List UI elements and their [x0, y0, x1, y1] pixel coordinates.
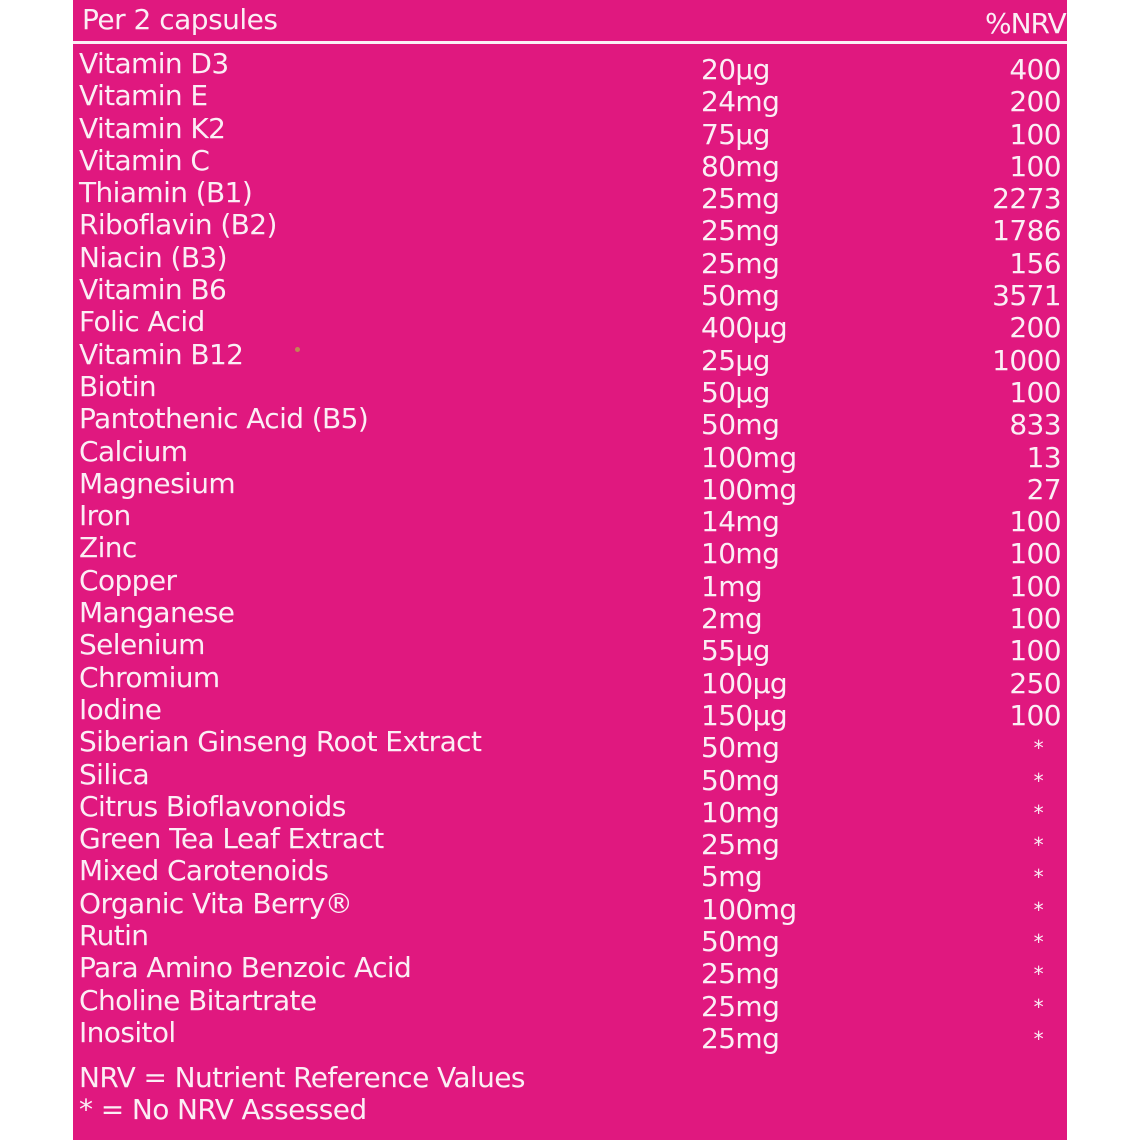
nutrient-name: Magnesium — [79, 466, 236, 500]
serving-size-heading: Per 2 capsules — [82, 3, 278, 36]
nutrient-nrv-percent: * — [1033, 833, 1043, 858]
nutrient-amount: 25µg — [701, 343, 770, 377]
table-row — [73, 273, 1067, 313]
nutrient-nrv-percent: 200 — [1009, 311, 1061, 345]
nutrient-nrv-percent: 1000 — [992, 343, 1061, 377]
nutrient-amount: 50mg — [701, 408, 780, 442]
nutrient-name: Vitamin B12 — [79, 337, 244, 371]
nutrient-amount: 2mg — [701, 602, 763, 636]
table-row — [73, 466, 1067, 506]
nutrient-nrv-percent: 400 — [1009, 53, 1061, 86]
nutrient-nrv-percent: 100 — [1009, 634, 1061, 668]
star-definition-note: * = No NRV Assessed — [79, 1093, 367, 1126]
nutrient-name: Selenium — [79, 628, 205, 662]
table-row — [73, 886, 1067, 926]
table-row — [73, 79, 1067, 119]
nutrient-amount: 25mg — [701, 828, 780, 862]
nutrient-amount: 55µg — [701, 634, 770, 668]
nutrient-table — [73, 47, 1067, 1055]
nutrient-amount: 25mg — [701, 957, 780, 991]
nutrient-nrv-percent: * — [1033, 897, 1043, 922]
nutrient-name: Zinc — [79, 531, 137, 565]
nutrient-amount: 20µg — [701, 53, 770, 86]
nutrient-nrv-percent: * — [1033, 930, 1043, 955]
nutrient-amount: 1mg — [701, 569, 763, 603]
table-row — [73, 176, 1067, 216]
nutrient-name: Vitamin K2 — [79, 111, 226, 145]
nutrient-name: Chromium — [79, 660, 220, 694]
table-row — [73, 822, 1067, 862]
nutrient-name: Thiamin (B1) — [79, 176, 253, 210]
nutrient-name: Folic Acid — [79, 305, 205, 339]
nutrient-nrv-percent: 100 — [1009, 117, 1061, 151]
table-row — [73, 47, 1067, 86]
nutrient-amount: 400µg — [701, 311, 788, 345]
nutrient-nrv-percent: 200 — [1009, 85, 1061, 119]
nutrient-nrv-percent: * — [1033, 994, 1043, 1019]
table-row — [73, 660, 1067, 700]
table-row — [73, 208, 1067, 248]
nutrient-nrv-percent: * — [1033, 962, 1043, 987]
nutrient-nrv-percent: 100 — [1009, 149, 1061, 183]
nutrient-name: Siberian Ginseng Root Extract — [79, 725, 482, 759]
nutrient-name: Copper — [79, 563, 177, 597]
nutrient-name: Organic Vita Berry® — [79, 886, 353, 920]
table-row — [73, 757, 1067, 797]
table-row — [73, 789, 1067, 829]
nutrient-nrv-percent: 156 — [1009, 246, 1061, 280]
table-header — [73, 0, 1067, 40]
nutrient-nrv-percent: * — [1033, 768, 1043, 793]
nutrient-name: Silica — [79, 757, 150, 791]
nutrient-nrv-percent: 13 — [1026, 440, 1061, 474]
table-row — [73, 143, 1067, 183]
nutrient-nrv-percent: * — [1033, 736, 1043, 761]
table-row — [73, 402, 1067, 442]
nutrient-name: Vitamin D3 — [79, 47, 229, 80]
print-speck — [295, 347, 300, 352]
table-row — [73, 240, 1067, 280]
nutrient-nrv-percent: 100 — [1009, 602, 1061, 636]
nutrient-amount: 75µg — [701, 117, 770, 151]
nutrient-amount: 25mg — [701, 989, 780, 1023]
nutrient-amount: 100µg — [701, 666, 788, 700]
nutrient-amount: 50mg — [701, 925, 780, 959]
nutrient-amount: 50µg — [701, 375, 770, 409]
table-row — [73, 499, 1067, 539]
nutrient-name: Mixed Carotenoids — [79, 854, 329, 888]
nutrient-name: Green Tea Leaf Extract — [79, 822, 384, 856]
table-row — [73, 563, 1067, 603]
nutrient-amount: 24mg — [701, 85, 780, 119]
table-row — [73, 854, 1067, 894]
footnotes — [79, 1062, 525, 1126]
nutrient-name: Vitamin B6 — [79, 273, 227, 307]
nutrient-amount: 50mg — [701, 279, 780, 313]
nutrient-nrv-percent: 100 — [1009, 505, 1061, 539]
nutrient-name: Vitamin E — [79, 79, 208, 113]
nutrient-nrv-percent: 833 — [1009, 408, 1061, 442]
nutrient-amount: 25mg — [701, 1021, 780, 1055]
nutrient-nrv-percent: 100 — [1009, 698, 1061, 732]
nutrient-name: Biotin — [79, 369, 157, 403]
header-divider — [73, 41, 1067, 44]
table-row — [73, 337, 1067, 377]
nutrient-amount: 100mg — [701, 440, 797, 474]
table-row — [73, 725, 1067, 765]
nutrient-nrv-percent: * — [1033, 865, 1043, 890]
nutrient-nrv-percent: 2273 — [992, 182, 1061, 216]
nutrient-amount: 25mg — [701, 214, 780, 248]
table-row — [73, 596, 1067, 636]
nutrient-amount: 100mg — [701, 472, 797, 506]
nutrient-amount: 14mg — [701, 505, 780, 539]
nutrition-label-panel — [73, 0, 1067, 1140]
nutrient-nrv-percent: 250 — [1009, 666, 1061, 700]
nutrient-nrv-percent: * — [1033, 800, 1043, 825]
nutrient-name: Rutin — [79, 919, 149, 953]
nutrient-amount: 25mg — [701, 246, 780, 280]
nutrient-nrv-percent: 27 — [1026, 472, 1061, 506]
nutrient-amount: 25mg — [701, 182, 780, 216]
table-row — [73, 951, 1067, 991]
nutrient-amount: 50mg — [701, 763, 780, 797]
nutrient-name: Inositol — [79, 1015, 176, 1049]
nutrient-name: Pantothenic Acid (B5) — [79, 402, 369, 436]
nutrient-nrv-percent: 3571 — [992, 279, 1061, 313]
table-row — [73, 434, 1067, 474]
nutrient-amount: 10mg — [701, 795, 780, 829]
nrv-definition-note: NRV = Nutrient Reference Values — [79, 1061, 525, 1094]
table-row — [73, 628, 1067, 668]
nutrient-name: Calcium — [79, 434, 188, 468]
nutrient-name: Vitamin C — [79, 143, 210, 177]
nutrient-nrv-percent: 100 — [1009, 375, 1061, 409]
table-row — [73, 369, 1067, 409]
nutrient-name: Manganese — [79, 596, 235, 630]
nutrient-name: Niacin (B3) — [79, 240, 227, 274]
nutrient-name: Iodine — [79, 692, 162, 726]
nutrient-nrv-percent: * — [1033, 1026, 1043, 1051]
nutrient-name: Iron — [79, 499, 131, 533]
nutrient-amount: 80mg — [701, 149, 780, 183]
nutrient-name: Citrus Bioflavonoids — [79, 789, 346, 823]
nutrient-nrv-percent: 100 — [1009, 569, 1061, 603]
nutrient-name: Choline Bitartrate — [79, 983, 317, 1017]
nutrient-name: Riboflavin (B2) — [79, 208, 277, 242]
table-row — [73, 692, 1067, 732]
nutrient-amount: 100mg — [701, 892, 797, 926]
table-row — [73, 531, 1067, 571]
nrv-column-heading: %NRV — [985, 7, 1066, 40]
nutrient-nrv-percent: 100 — [1009, 537, 1061, 571]
table-row — [73, 305, 1067, 345]
nutrient-name: Para Amino Benzoic Acid — [79, 951, 412, 985]
table-row — [73, 983, 1067, 1023]
nutrient-amount: 50mg — [701, 731, 780, 765]
nutrient-amount: 150µg — [701, 698, 788, 732]
table-row — [73, 919, 1067, 959]
nutrient-nrv-percent: 1786 — [992, 214, 1061, 248]
nutrient-amount: 10mg — [701, 537, 780, 571]
table-row — [73, 1015, 1067, 1055]
nutrient-amount: 5mg — [701, 860, 763, 894]
table-row — [73, 111, 1067, 151]
